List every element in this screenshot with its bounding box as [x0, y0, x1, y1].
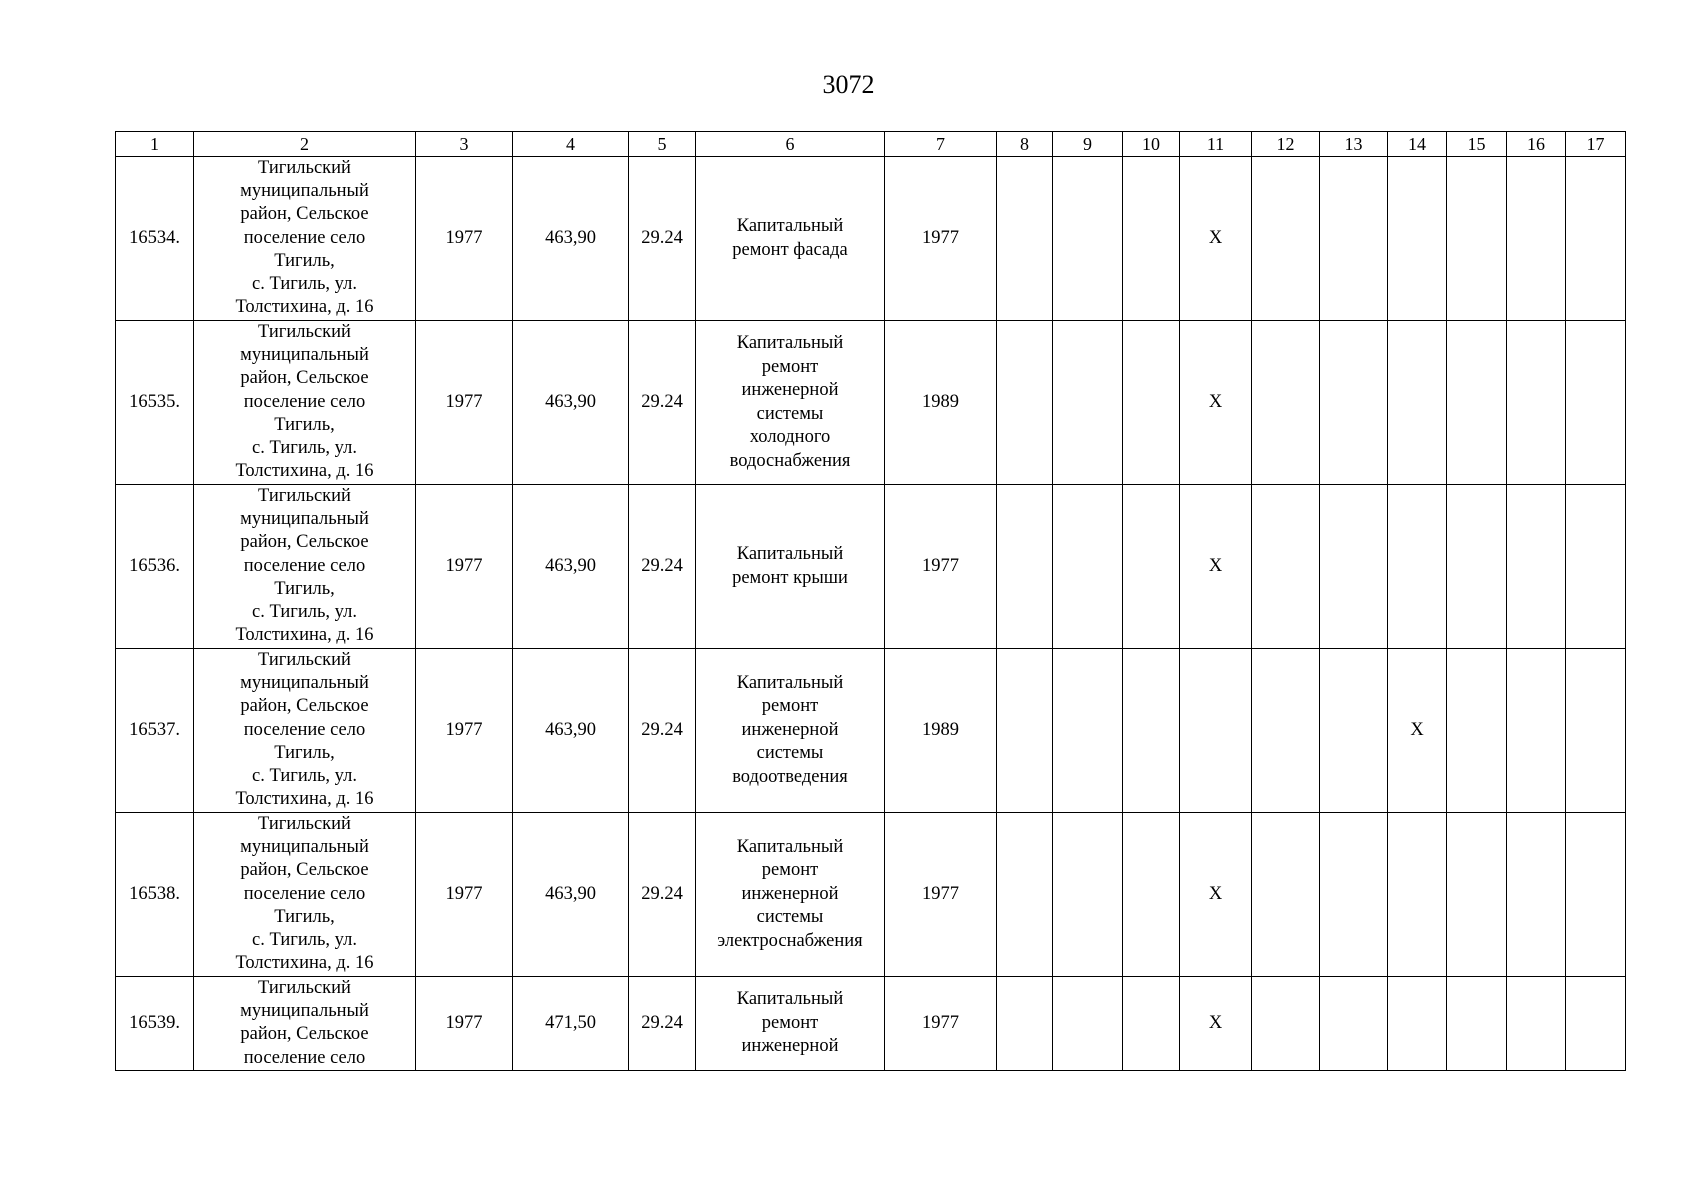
address-line: Тигиль, [274, 578, 335, 599]
row-number: 16536. [116, 485, 194, 649]
column-11-cell: X [1180, 813, 1252, 977]
column-9-cell [1053, 485, 1123, 649]
column-header: 16 [1507, 132, 1566, 157]
column-15-cell [1447, 321, 1507, 485]
work-type-cell [696, 321, 885, 485]
rate-cell: 29.24 [629, 157, 696, 321]
work-type-line: системы [756, 907, 824, 928]
column-header: 2 [194, 132, 416, 157]
address-line: Тигиль, [274, 414, 335, 435]
address-line: район, Сельское [240, 368, 369, 389]
column-header: 8 [997, 132, 1053, 157]
column-header: 10 [1123, 132, 1180, 157]
address-line: Толстихина, д. 16 [235, 625, 374, 646]
area-cell: 463,90 [513, 157, 629, 321]
column-header: 13 [1320, 132, 1388, 157]
row-number: 16539. [116, 977, 194, 1071]
column-16-cell [1507, 813, 1566, 977]
area-cell: 463,90 [513, 649, 629, 813]
column-13-cell [1320, 649, 1388, 813]
build-year-cell: 1977 [416, 813, 513, 977]
address-line: поселение село [243, 227, 366, 248]
build-year-cell: 1977 [416, 321, 513, 485]
rate-cell: 29.24 [629, 485, 696, 649]
column-12-cell [1252, 157, 1320, 321]
address-line: Тигильский [258, 486, 351, 506]
column-9-cell [1053, 157, 1123, 321]
address-line: район, Сельское [240, 204, 369, 225]
column-14-cell: X [1388, 649, 1447, 813]
address-line: муниципальный [240, 1001, 369, 1022]
table-row [116, 321, 1626, 485]
build-year-cell: 1977 [416, 649, 513, 813]
rate-cell: 29.24 [629, 977, 696, 1071]
address-line: Тигильский [258, 650, 351, 670]
address-line: Толстихина, д. 16 [235, 297, 374, 318]
address-line: Толстихина, д. 16 [235, 789, 374, 810]
address-line: Толстихина, д. 16 [235, 461, 374, 482]
column-header: 12 [1252, 132, 1320, 157]
area-cell: 463,90 [513, 485, 629, 649]
rate-cell: 29.24 [629, 813, 696, 977]
column-12-cell [1252, 321, 1320, 485]
column-header: 15 [1447, 132, 1507, 157]
address-line: Тигильский [258, 978, 351, 998]
column-12-cell [1252, 485, 1320, 649]
column-10-cell [1123, 485, 1180, 649]
address-line: Тигиль, [274, 906, 335, 927]
work-type-cell [696, 977, 885, 1071]
work-type-cell [696, 157, 885, 321]
work-type-line: инженерной [741, 719, 839, 740]
column-header: 14 [1388, 132, 1447, 157]
work-type-line: Капитальный [736, 544, 844, 564]
column-8-cell [997, 977, 1053, 1071]
address-line: с. Тигиль, ул. [252, 438, 357, 459]
address-line: Тигильский [258, 814, 351, 834]
work-type-line: электроснабжения [717, 930, 863, 951]
column-14-cell [1388, 485, 1447, 649]
column-17-cell [1566, 813, 1626, 977]
last-repair-year-cell: 1977 [885, 485, 997, 649]
column-number-row [116, 132, 1626, 157]
column-header: 9 [1053, 132, 1123, 157]
last-repair-year-cell: 1977 [885, 813, 997, 977]
column-15-cell [1447, 157, 1507, 321]
column-14-cell [1388, 813, 1447, 977]
address-line: муниципальный [240, 837, 369, 858]
column-14-cell [1388, 977, 1447, 1071]
column-header: 3 [416, 132, 513, 157]
table-row [116, 157, 1626, 321]
work-type-line: системы [756, 403, 824, 424]
work-type-line: Капитальный [736, 836, 844, 857]
work-type-line: Капитальный [736, 672, 844, 693]
address-cell [194, 485, 416, 649]
column-header: 11 [1180, 132, 1252, 157]
address-line: район, Сельское [240, 1024, 369, 1045]
column-16-cell [1507, 977, 1566, 1071]
column-17-cell [1566, 321, 1626, 485]
column-15-cell [1447, 977, 1507, 1071]
column-8-cell [997, 485, 1053, 649]
column-13-cell [1320, 977, 1388, 1071]
address-line: Толстихина, д. 16 [235, 953, 374, 974]
row-number: 16535. [116, 321, 194, 485]
column-9-cell [1053, 321, 1123, 485]
column-8-cell [997, 157, 1053, 321]
column-8-cell [997, 813, 1053, 977]
column-11-cell: X [1180, 485, 1252, 649]
work-type-line: инженерной [741, 883, 839, 904]
address-line: с. Тигиль, ул. [252, 766, 357, 787]
column-8-cell [997, 321, 1053, 485]
address-line: с. Тигиль, ул. [252, 274, 357, 295]
work-type-line: ремонт [761, 696, 819, 717]
column-10-cell [1123, 977, 1180, 1071]
address-line: Тигильский [258, 158, 351, 178]
column-12-cell [1252, 649, 1320, 813]
row-number: 16537. [116, 649, 194, 813]
area-cell: 471,50 [513, 977, 629, 1071]
last-repair-year-cell: 1977 [885, 157, 997, 321]
column-9-cell [1053, 977, 1123, 1071]
address-line: поселение село [243, 1047, 366, 1068]
column-13-cell [1320, 157, 1388, 321]
area-cell: 463,90 [513, 813, 629, 977]
work-type-line: Капитальный [736, 989, 844, 1010]
column-10-cell [1123, 813, 1180, 977]
column-10-cell [1123, 649, 1180, 813]
last-repair-year-cell: 1989 [885, 649, 997, 813]
table-row [116, 813, 1626, 977]
column-11-cell: X [1180, 157, 1252, 321]
row-number: 16534. [116, 157, 194, 321]
work-type-line: ремонт фасада [732, 239, 848, 260]
column-17-cell [1566, 157, 1626, 321]
address-line: поселение село [243, 555, 366, 576]
address-line: муниципальный [240, 181, 369, 202]
column-13-cell [1320, 813, 1388, 977]
work-type-line: Капитальный [736, 216, 844, 236]
address-line: район, Сельское [240, 696, 369, 717]
column-15-cell [1447, 485, 1507, 649]
table-container [115, 131, 1626, 1071]
address-line: район, Сельское [240, 860, 369, 881]
address-cell [194, 977, 416, 1071]
rate-cell: 29.24 [629, 321, 696, 485]
column-14-cell [1388, 321, 1447, 485]
work-type-line: ремонт [761, 860, 819, 881]
column-16-cell [1507, 321, 1566, 485]
address-line: Тигиль, [274, 742, 335, 763]
build-year-cell: 1977 [416, 157, 513, 321]
work-type-line: ремонт [761, 1012, 819, 1033]
table-row [116, 649, 1626, 813]
address-line: район, Сельское [240, 532, 369, 553]
work-type-cell [696, 813, 885, 977]
build-year-cell: 1977 [416, 977, 513, 1071]
column-13-cell [1320, 321, 1388, 485]
rate-cell: 29.24 [629, 649, 696, 813]
address-line: с. Тигиль, ул. [252, 602, 357, 623]
area-cell: 463,90 [513, 321, 629, 485]
work-type-cell [696, 649, 885, 813]
column-17-cell [1566, 977, 1626, 1071]
column-17-cell [1566, 485, 1626, 649]
last-repair-year-cell: 1977 [885, 977, 997, 1071]
address-line: Тигиль, [274, 250, 335, 271]
work-type-line: водоснабжения [729, 450, 851, 471]
work-type-line: Капитальный [736, 333, 844, 353]
address-line: с. Тигиль, ул. [252, 930, 357, 951]
column-15-cell [1447, 813, 1507, 977]
table-body [116, 157, 1626, 1071]
column-header: 1 [116, 132, 194, 157]
work-type-line: инженерной [741, 1036, 839, 1057]
page-number: 3072 [822, 70, 875, 99]
column-16-cell [1507, 157, 1566, 321]
column-12-cell [1252, 977, 1320, 1071]
work-type-line: водоотведения [732, 766, 848, 787]
work-type-line: инженерной [741, 380, 839, 400]
column-12-cell [1252, 813, 1320, 977]
address-cell [194, 649, 416, 813]
address-line: муниципальный [240, 673, 369, 694]
column-11-cell: X [1180, 977, 1252, 1071]
column-10-cell [1123, 321, 1180, 485]
address-line: поселение село [243, 719, 366, 740]
address-line: поселение село [243, 391, 366, 412]
address-line: муниципальный [240, 509, 369, 530]
column-11-cell: X [1180, 321, 1252, 485]
build-year-cell: 1977 [416, 485, 513, 649]
work-type-line: системы [756, 743, 824, 764]
column-14-cell [1388, 157, 1447, 321]
column-10-cell [1123, 157, 1180, 321]
address-line: поселение село [243, 883, 366, 904]
column-15-cell [1447, 649, 1507, 813]
table-row [116, 485, 1626, 649]
column-16-cell [1507, 485, 1566, 649]
column-11-cell [1180, 649, 1252, 813]
work-type-line: холодного [749, 427, 831, 447]
column-header: 6 [696, 132, 885, 157]
column-header: 7 [885, 132, 997, 157]
capital-repair-table [115, 131, 1626, 1071]
address-cell [194, 813, 416, 977]
column-17-cell [1566, 649, 1626, 813]
work-type-line: ремонт [761, 356, 819, 377]
table-row [116, 977, 1626, 1071]
work-type-line: ремонт крыши [732, 567, 848, 588]
column-8-cell [997, 649, 1053, 813]
column-header: 17 [1566, 132, 1626, 157]
row-number: 16538. [116, 813, 194, 977]
column-13-cell [1320, 485, 1388, 649]
column-9-cell [1053, 813, 1123, 977]
column-16-cell [1507, 649, 1566, 813]
column-header: 4 [513, 132, 629, 157]
work-type-cell [696, 485, 885, 649]
column-9-cell [1053, 649, 1123, 813]
last-repair-year-cell: 1989 [885, 321, 997, 485]
address-cell [194, 321, 416, 485]
address-line: Тигильский [258, 322, 351, 342]
address-line: муниципальный [240, 345, 369, 366]
column-header: 5 [629, 132, 696, 157]
address-cell [194, 157, 416, 321]
